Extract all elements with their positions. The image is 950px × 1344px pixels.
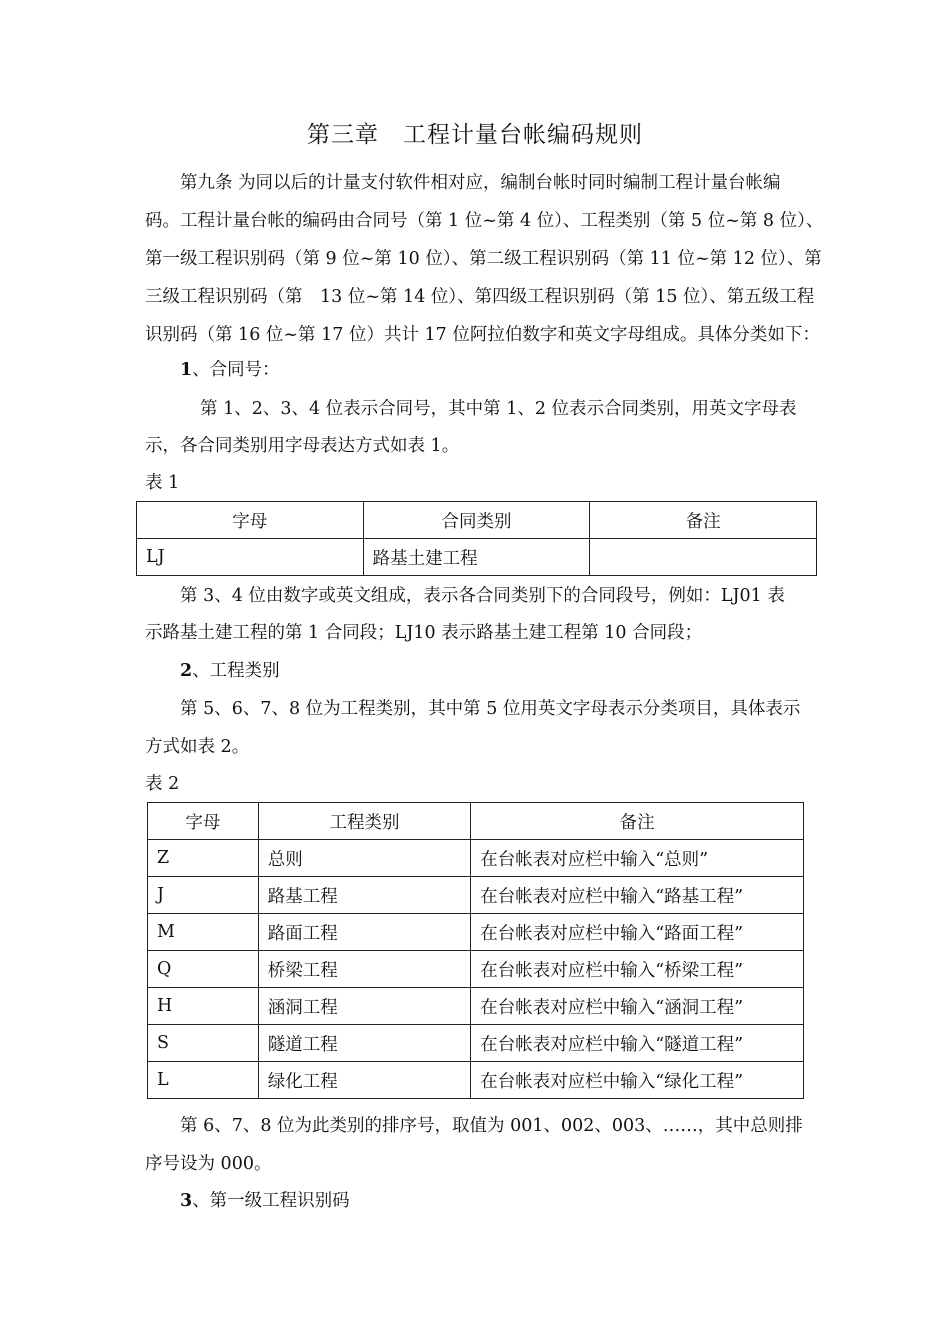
table-cell: 总则 [258,840,470,877]
table2-caption: 表 2 [145,774,180,794]
chapter-title: 第三章 工程计量台帐编码规则 [307,122,643,148]
table-row [148,988,804,1025]
table-row [148,1025,804,1062]
table-cell: 隧道工程 [258,1025,470,1062]
table-row [148,840,804,877]
table-cell: J [148,877,259,914]
section2-para-line: 方式如表 2。 [145,737,250,757]
table-header-cell: 字母 [137,502,364,539]
article-line: 码。工程计量台帐的编码由合同号（第 1 位~第 4 位）、工程类别（第 5 位~第 8 位）、 [145,211,824,231]
table-row [148,951,804,988]
table-cell: 路基工程 [258,877,470,914]
table-cell: L [148,1062,259,1099]
table-cell: 在台帐表对应栏中输入“涵洞工程” [471,988,804,1025]
table-header-cell: 备注 [471,803,804,840]
table-cell: S [148,1025,259,1062]
section3-heading-text: 、第一级工程识别码 [192,1191,350,1211]
section1-after-line: 示路基土建工程的第 1 合同段；LJ10 表示路基土建工程第 10 合同段； [145,623,703,643]
table-header-row [148,803,804,840]
table-cell: Q [148,951,259,988]
table-cell: 绿化工程 [258,1062,470,1099]
table-cell: Z [148,840,259,877]
section2-para-line: 第 5、6、7、8 位为工程类别，其中第 5 位用英文字母表示分类项目，具体表示 [180,699,801,719]
section1-heading-text: 、合同号： [192,360,280,380]
table-cell: 路基土建工程 [363,539,590,576]
table-cell: 在台帐表对应栏中输入“绿化工程” [471,1062,804,1099]
table-cell: 涵洞工程 [258,988,470,1025]
section2-number: 2 [180,661,193,681]
article-line: 第一级工程识别码（第 9 位~第 10 位）、第二级工程识别码（第 11 位~第 12 位）、第 [145,249,822,269]
table-cell: 在台帐表对应栏中输入“路面工程” [471,914,804,951]
table-row [148,877,804,914]
section1-number: 1 [180,360,193,380]
table-cell: 路面工程 [258,914,470,951]
section1-para-line: 示，各合同类别用字母表达方式如表 1。 [145,436,460,456]
section2-after-line: 序号设为 000。 [145,1154,272,1174]
table2 [147,802,804,1099]
section3-heading [180,1188,350,1214]
section2-after-line: 第 6、7、8 位为此类别的排序号，取值为 001、002、003、……，其中总则排 [180,1116,803,1136]
table-header-row [137,502,817,539]
table-header-cell: 备注 [590,502,817,539]
section3-number: 3 [180,1191,193,1211]
table-cell: LJ [137,539,364,576]
article-line: 第九条 为同以后的计量支付软件相对应，编制台帐时同时编制工程计量台帐编 [180,173,781,193]
table-cell [590,539,817,576]
table-header-cell: 字母 [148,803,259,840]
table-cell: 在台帐表对应栏中输入“路基工程” [471,877,804,914]
table-cell: 桥梁工程 [258,951,470,988]
table-cell: 在台帐表对应栏中输入“总则” [471,840,804,877]
table1 [136,501,817,576]
article-line: 三级工程识别码（第 13 位~第 14 位）、第四级工程识别码（第 15 位）、第五级工程 [145,287,815,307]
section1-heading [180,357,280,383]
table-cell: H [148,988,259,1025]
table1-caption: 表 1 [145,473,180,493]
table-row [148,1062,804,1099]
table-cell: 在台帐表对应栏中输入“桥梁工程” [471,951,804,988]
table-cell: M [148,914,259,951]
article-line: 识别码（第 16 位~第 17 位）共计 17 位阿拉伯数字和英文字母组成。具体分类如下： [145,325,820,345]
table-header-cell: 合同类别 [363,502,590,539]
table-row [137,539,817,576]
table-header-cell: 工程类别 [258,803,470,840]
section2-heading-text: 、工程类别 [192,661,280,681]
section2-heading [180,658,280,684]
table-row [148,914,804,951]
table-cell: 在台帐表对应栏中输入“隧道工程” [471,1025,804,1062]
section1-after-line: 第 3、4 位由数字或英文组成，表示各合同类别下的合同段号，例如：LJ01 表 [180,586,785,606]
section1-para-line: 第 1、2、3、4 位表示合同号，其中第 1、2 位表示合同类别，用英文字母表 [200,399,797,419]
